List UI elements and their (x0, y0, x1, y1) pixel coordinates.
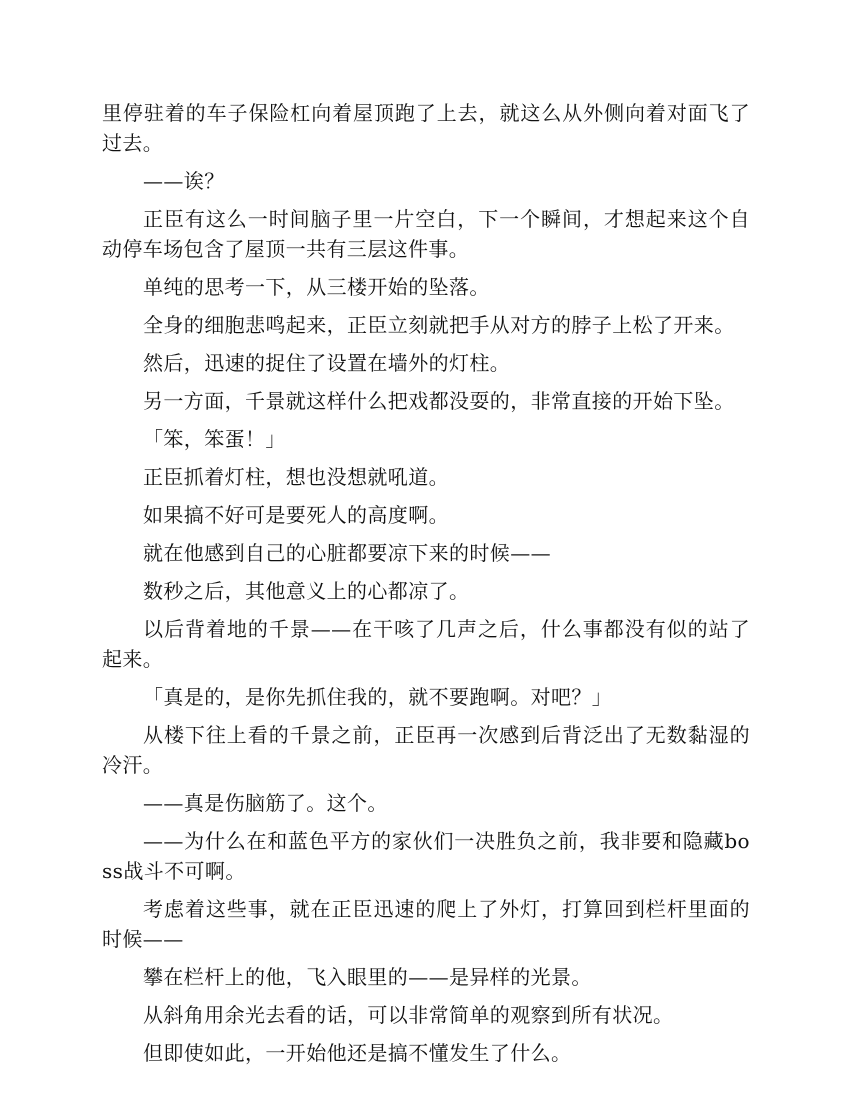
paragraph-14: 「真是的，是你先抓住我的，就不要跑啊。对吧？」 (143, 685, 613, 709)
paragraph-9: 正臣抓着灯柱，想也没想就吼道。 (143, 465, 449, 489)
paragraph-4: 单纯的思考一下，从三楼开始的坠落。 (143, 275, 490, 299)
paragraph-11: 就在他感到自己的心脏都要凉下来的时候—— (143, 541, 551, 565)
paragraph-12: 数秒之后，其他意义上的心都凉了。 (143, 579, 470, 603)
paragraph-2: ——诶？ (143, 169, 225, 193)
paragraph-8: 「笨，笨蛋！」 (143, 427, 286, 451)
paragraph-3: 正臣有这么一时间脑子里一片空白，下一个瞬间，才想起来这个自动停车场包含了屋顶一共有三层这件事。 (102, 207, 750, 261)
paragraph-1: 里停驻着的车子保险杠向着屋顶跑了上去，就这么从外侧向着对面飞了过去。 (102, 101, 750, 155)
paragraph-16: ——真是伤脑筋了。这个。 (143, 791, 388, 815)
paragraph-19: 攀在栏杆上的他，飞入眼里的——是异样的光景。 (143, 965, 592, 989)
paragraph-6: 然后，迅速的捉住了设置在墙外的灯柱。 (143, 351, 511, 375)
paragraph-17: ——为什么在和蓝色平方的家伙们一决胜负之前，我非要和隐藏boss战斗不可啊。 (102, 829, 750, 883)
paragraph-7: 另一方面，千景就这样什么把戏都没耍的，非常直接的开始下坠。 (143, 389, 735, 413)
paragraph-5: 全身的细胞悲鸣起来，正臣立刻就把手从对方的脖子上松了开来。 (143, 313, 735, 337)
paragraph-13: 以后背着地的千景——在干咳了几声之后，什么事都没有似的站了起来。 (102, 617, 750, 671)
paragraph-21: 但即使如此，一开始他还是搞不懂发生了什么。 (143, 1041, 572, 1065)
paragraph-20: 从斜角用余光去看的话，可以非常简单的观察到所有状况。 (143, 1003, 674, 1027)
paragraph-18: 考虑着这些事，就在正臣迅速的爬上了外灯，打算回到栏杆里面的时候—— (102, 897, 750, 951)
document-page (102, 98, 750, 1076)
paragraph-10: 如果搞不好可是要死人的高度啊。 (143, 503, 449, 527)
paragraph-15: 从楼下往上看的千景之前，正臣再一次感到后背泛出了无数黏湿的冷汗。 (102, 723, 750, 777)
